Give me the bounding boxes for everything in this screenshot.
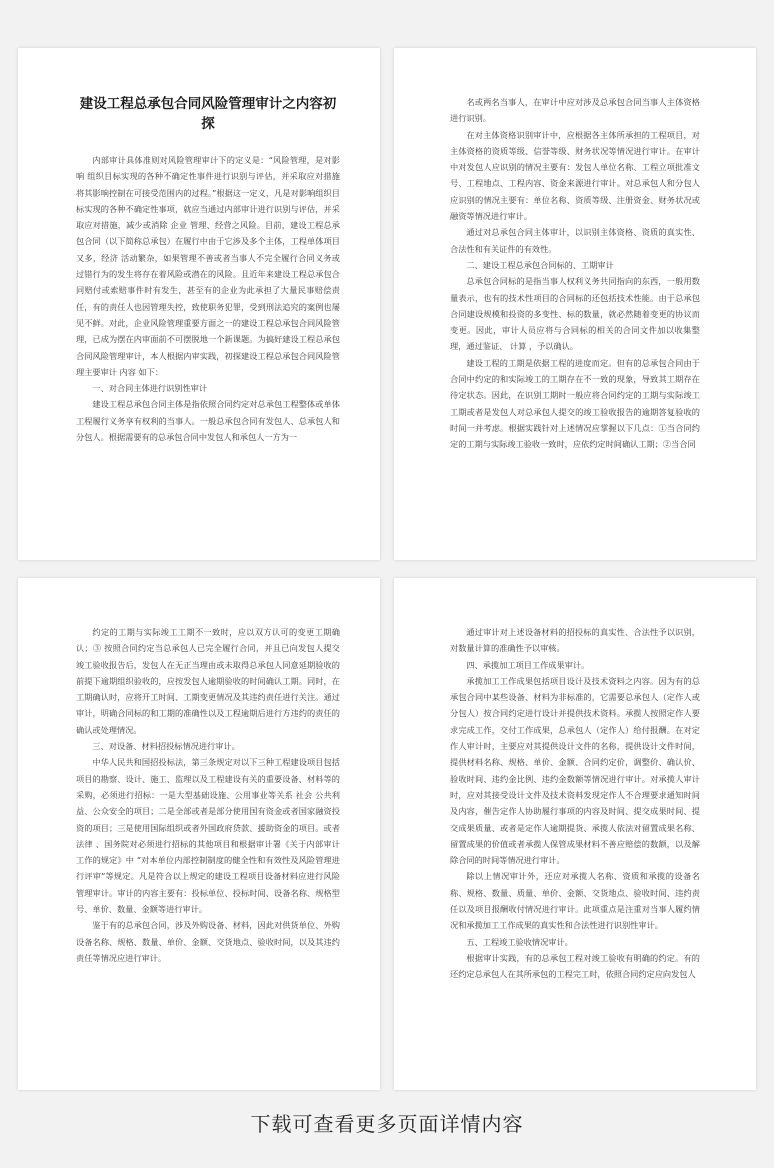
paragraph: 中华人民共和国招投标法，第三条规定对以下三种工程建设项目包括项目的勘察、设计、施工、监理以及工程建设有关的重要设备、材料等的采购，必须进行招标：一是大型基础设施、公用事业等关系 社会 公共利益、公众安全的项目；二是全部或者是部分使用国有资金或者国家融资投资的项目；三是使用国际组织或者外国政府贷款、援助资金的项目。或者 法律 、国务院对必须进行招标的其他项目和根据审计署《关于内部审计工作的规定》中 “对本单位内部控制制度的健全性和有效性及风险管理进行评审”等规定。凡是符合以上规定的建设工程项目设备材料应进行风险管理审计。审计的内容主要有：投标单位、投标时间、设备名称、规格型号、单价、数量、金额等进行审计。 (76, 757, 340, 915)
paragraph: 除以上情况审计外，还应对承揽人名称、资质和承揽的设备名称、规格、数量、质量、单价、金额、交货地点、验收时间、违约责任以及项目报酬收付情况进行审计。此项重点是注重对当事人履约情况和承揽加工工作成果的真实性和合法性进行识别性审计。 (450, 871, 700, 931)
page-2-body (450, 94, 700, 453)
page-4-body (450, 624, 700, 983)
section-heading: 三、对设备、材料招投标情况进行审计。 (92, 741, 240, 752)
paragraph: 根据审计实践，有的总承包工程对竣工验收有明确的约定。有的还约定总承包人在其所承包的工程完工时，依照合同约定应向发包人 (450, 952, 700, 980)
section-heading: 四、承揽加工项目工作成果审计。 (466, 659, 590, 670)
paragraph: 名或两名当事人，在审计中应对涉及总承包合同当事人主体资格进行识别。 (450, 97, 700, 124)
section-heading: 二、建设工程总承包合同标的、工期审计 (466, 259, 614, 270)
paragraph: 承揽加工工作成果包括项目设计及技术资料之内容。因为有的总承包合同中某些设备、材料为非标准的，它需要总承包人（定作人或分包人）按合同约定进行设计并提供技术资料。承揽人按照定作人要求完成工作，交付工作成果，总承包人（定作人）给付报酬。在对定作人审计时，主要应对其提供设计文件的名称，提供设计文件时间，提供材料名称、规格、单价、金额、合同约定价，调整价、确认价、验收时间、违约金比例、违约金数额等情况进行审计。对承揽人审计时，应对其接受设计文件及技术资料发现定作人不合理要求通知时间及内容，催告定作人协助履行事项的内容及时间、提交成果时间、提交成果质量、或者是定作人逾期提货、承揽人依法对留置成果名称、留置成果的价值或者承揽人保管成果材料不善应赔偿的数额，以及解除合同的时间等情况进行审计。 (450, 675, 700, 866)
paragraph: 建设工程的工期是依据工程的进度而定。但有的总承包合同由于合同中约定的和实际竣工的工期存在不一致的现象，导致其工期存在待定状态。因此，在识别工期时一般应将合同约定的工期与实际竣工工期或者是发包人对总承包人提交的竣工验收报告的逾期答复验收的时间一并考虑。根据实践针对上述情况应掌握以下几点：①当合同约定的工期与实际竣工验收一致时，应依约定时间确认工期；②当合同 (450, 357, 700, 450)
paragraph: 总承包合同标的是指当事人权利义务共同指向的东西，一般用数量表示，也有的技术性项目的合同标的还包括技术性能。由于总承包合同建设规模和投资的多变性、标的数量，就必然随着变更的协议而变更。因此，审计人员应将与合同标的相关的合同文件加以收集整理，通过鉴证、 计算 ，予以确认。 (450, 276, 700, 352)
paragraph: 在对主体资格识别审计中，应根据各主体所承担的工程项目，对主体资格的资质等级、信誉等级、财务状况等情况进行审计。在审计中对发包人应识别的情况主要有：发包人单位名称、工程立项批准文号、工程地点、工程内容、资金来源进行审计。对总承包人和分包人应识别的情况主要有：单位名称、资质等级、注册资金、财务状况或融资等情况进行审计。 (450, 129, 700, 222)
paragraph: 约定的工期与实际竣工工期不一致时，应以双方认可的变更工期确认；③ 按照合同约定当总承包人已完全履行合同，并且已向发包人提交竣工验收报告后，发包人在无正当理由或未取得总承包人同意延期验收的前提下逾期组织验收的，应按发包人逾期验收的时间确认工期。同时，在工期确认时，应将开工时间、工期变更情况及其违约责任进行关注。通过审计，明确合同标的和工期的准确性以及工程逾期后进行方违约的责任的确认或处理情况。 (76, 627, 340, 735)
document-title: 建设工程总承包合同风险管理审计之内容初探 (79, 96, 337, 132)
paragraph: 建设工程总承包合同主体是指依照合同约定对总承包工程整体或单体工程履行义务享有权利的当事人。一般总承包合同有发包人、总承包人和分包人。根据需要有的总承包合同中发包人和承包人一方为一 (76, 399, 340, 443)
page-3-body (76, 624, 340, 966)
document-page-2 (394, 48, 756, 560)
page-1-body (76, 152, 340, 445)
document-page-4 (394, 578, 756, 1090)
paragraph: 通过审计对上述设备材料的招投标的真实性、合法性予以识别，对数量计算的准确性予以审核。 (450, 627, 700, 654)
paragraph: 通过对总承包合同主体审计，以识别主体资格、资质的真实性、合法性和有关证件的有效性。 (450, 227, 700, 254)
document-page-3 (18, 578, 380, 1090)
paragraph: 鉴于有的总承包合同，涉及外购设备、材料，因此对供货单位、外购设备名称、规格、数量、单价、金额、交货地点、验收时间，以及其违约责任等情况应进行审计。 (76, 920, 340, 963)
section-heading: 一、对合同主体进行识别性审计 (92, 383, 208, 394)
section-heading: 五、工程竣工验收情况审计。 (466, 936, 573, 947)
download-more-link[interactable]: 下载可查看更多页面详情内容 (250, 1112, 524, 1136)
document-page-1 (18, 48, 380, 560)
paragraph: 内部审计具体准则对风险管理审计下的定义是：“风险管理，是对影响 组织目标实现的各种不确定性事件进行识别与评估，并采取应对措施将其影响控制在可接受范围内的过程。”根据这一定义，凡是对影响组织目标实现的各种不确定性事项，就应当通过内部审计进行识别与评估，并采取应对措施，减少或消除 企业 管理、经营之风险。目前，建设工程总承包合同（以下简称总承包）在履行中由于它涉及多个主体，工程单体项目又多，经济 活动繁杂，如果管理不善或者当事人不完全履行合同义务或过错行为的发生将存在着风险或潜在的风险。且近年来建设工程总承包合同赔付或索赔事件时有发生，甚至有的企业为此承担了大量民事赔偿责任，有的责任人也因管理失控，致使职务犯罪，受到刑法追究的案例也屡见不鲜。对此，企业风险管理重要方面之一的建设工程总承包合同风险管理，已成为摆在内审面前不可摆脱地一个新课题。为搞好建设工程总承包合同风险管理审计，本人根据内审实践，初探建设工程总承包合同风险管理主要审计 内容 如下： (76, 155, 340, 377)
